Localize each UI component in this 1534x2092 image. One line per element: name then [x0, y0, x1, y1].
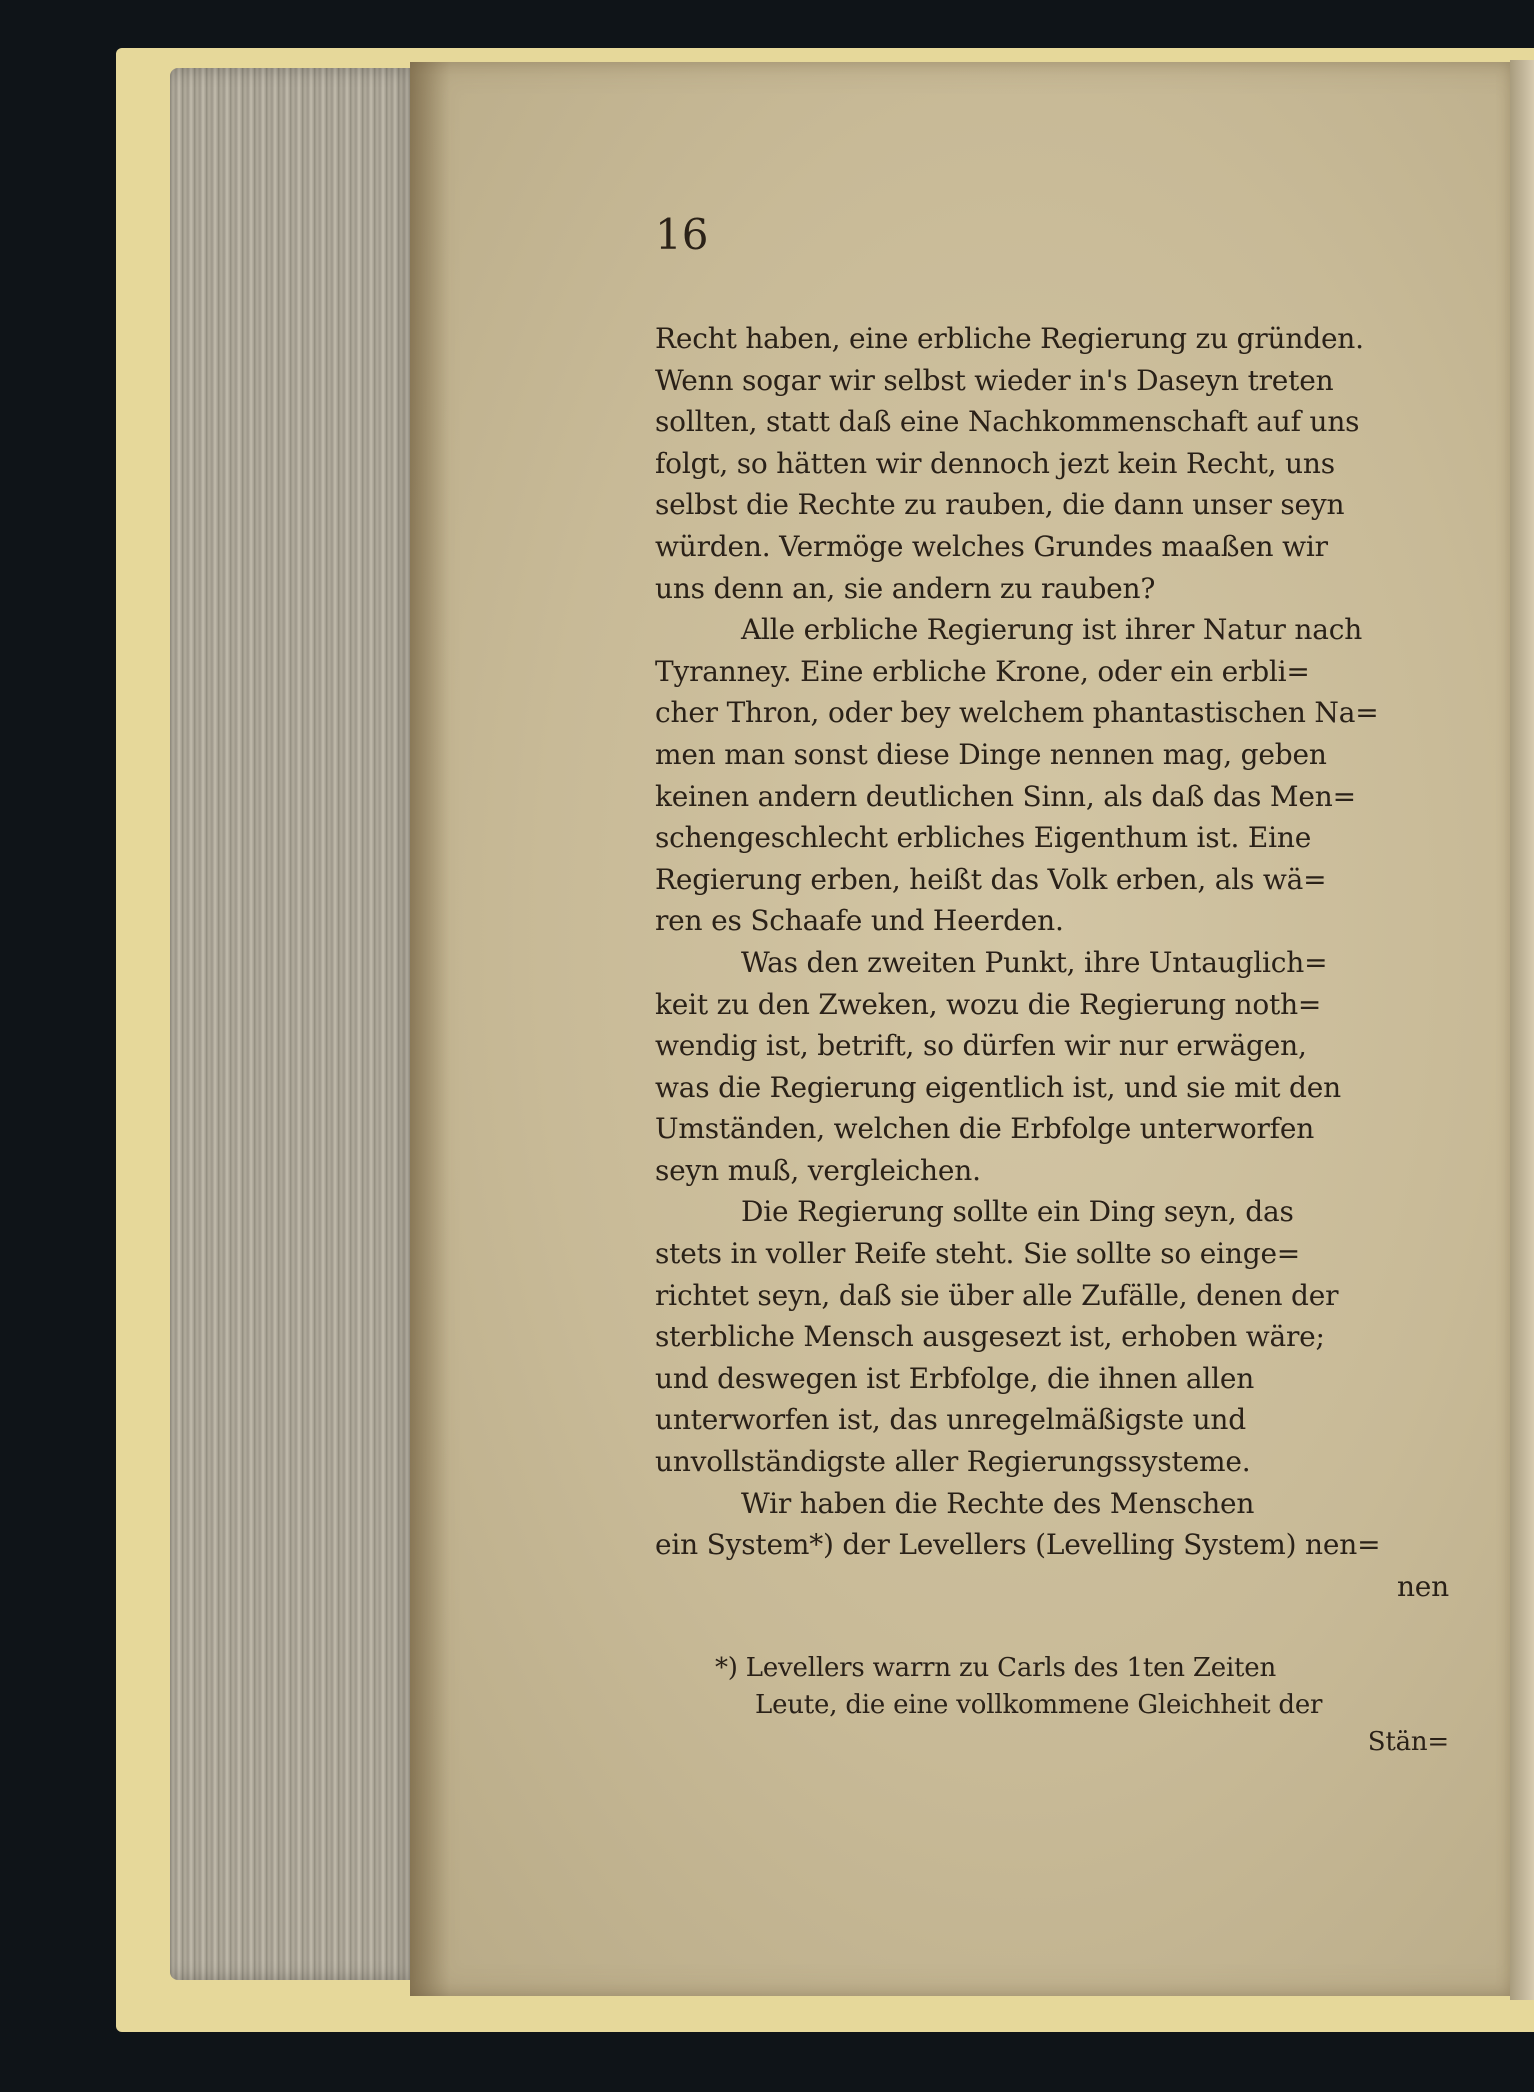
footnote-line: Leute, die eine vollkommene Gleichheit der: [755, 1690, 1323, 1720]
text-line: men man sonst diese Dinge nennen mag, geben: [655, 737, 1327, 771]
text-line: Regierung erben, heißt das Volk erben, als wä=: [655, 862, 1327, 896]
text-line: richtet seyn, daß sie über alle Zufälle, denen der: [655, 1278, 1339, 1312]
text-line: keit zu den Zweken, wozu die Regierung noth=: [655, 987, 1322, 1021]
text-line: unterworfen ist, das unregelmäßigste und: [655, 1403, 1246, 1437]
footnote-line: *) Levellers warrn zu Carls des 1ten Zeiten: [715, 1653, 1277, 1683]
text-line: seyn muß, vergleichen.: [655, 1153, 981, 1187]
text-line: uns denn an, sie andern zu rauben?: [655, 571, 1156, 605]
catchword: nen: [1396, 1569, 1449, 1603]
page-gutter: [410, 62, 450, 1996]
text-line: folgt, so hätten wir dennoch jezt kein Recht, uns: [655, 446, 1335, 480]
text-line: Umständen, welchen die Erbfolge unterworfen: [655, 1112, 1315, 1146]
footnote-catchword: Stän=: [1367, 1727, 1449, 1757]
text-line: Alle erbliche Regierung ist ihrer Natur nach: [741, 613, 1363, 647]
text-line: ren es Schaafe und Heerden.: [655, 904, 1064, 938]
text-line: ein System*) der Levellers (Levelling System) nen=: [655, 1528, 1381, 1562]
text-line: stets in voller Reife steht. Sie sollte so einge=: [655, 1237, 1301, 1271]
text-line: wendig ist, betrift, so dürfen wir nur erwägen,: [655, 1029, 1307, 1063]
body-text: [655, 318, 1449, 1607]
page-number: 16: [655, 210, 709, 259]
text-line: Recht haben, eine erbliche Regierung zu gründen.: [655, 322, 1364, 355]
text-line: selbst die Rechte zu rauben, die dann unser seyn: [655, 488, 1345, 522]
text-line: schengeschlecht erbliches Eigenthum ist. Eine: [655, 821, 1312, 855]
text-line: sterbliche Mensch ausgesezt ist, erhoben wäre;: [655, 1320, 1325, 1354]
text-line: keinen andern deutlichen Sinn, als daß das Men=: [655, 779, 1356, 813]
text-line: Wir haben die Rechte des Menschen: [741, 1486, 1255, 1520]
text-line: Wenn sogar wir selbst wieder in's Daseyn treten: [655, 363, 1334, 397]
text-line: sollten, statt daß eine Nachkommenschaft auf uns: [655, 405, 1360, 439]
text-line: unvollständigste aller Regierungssysteme.: [655, 1445, 1251, 1479]
text-line: Die Regierung sollte ein Ding seyn, das: [741, 1195, 1294, 1229]
facing-page-edge: [1510, 60, 1534, 2000]
text-line: Tyranney. Eine erbliche Krone, oder ein erbli=: [655, 654, 1310, 688]
text-line: was die Regierung eigentlich ist, und sie mit den: [655, 1070, 1341, 1104]
footnote: [655, 1650, 1449, 1761]
text-line: würden. Vermöge welches Grundes maaßen wir: [655, 529, 1328, 563]
page-edges: [170, 68, 420, 1980]
text-line: Was den zweiten Punkt, ihre Untauglich=: [741, 945, 1328, 979]
text-line: und deswegen ist Erbfolge, die ihnen allen: [655, 1361, 1255, 1395]
text-line: cher Thron, oder bey welchem phantastischen Na=: [655, 696, 1379, 730]
